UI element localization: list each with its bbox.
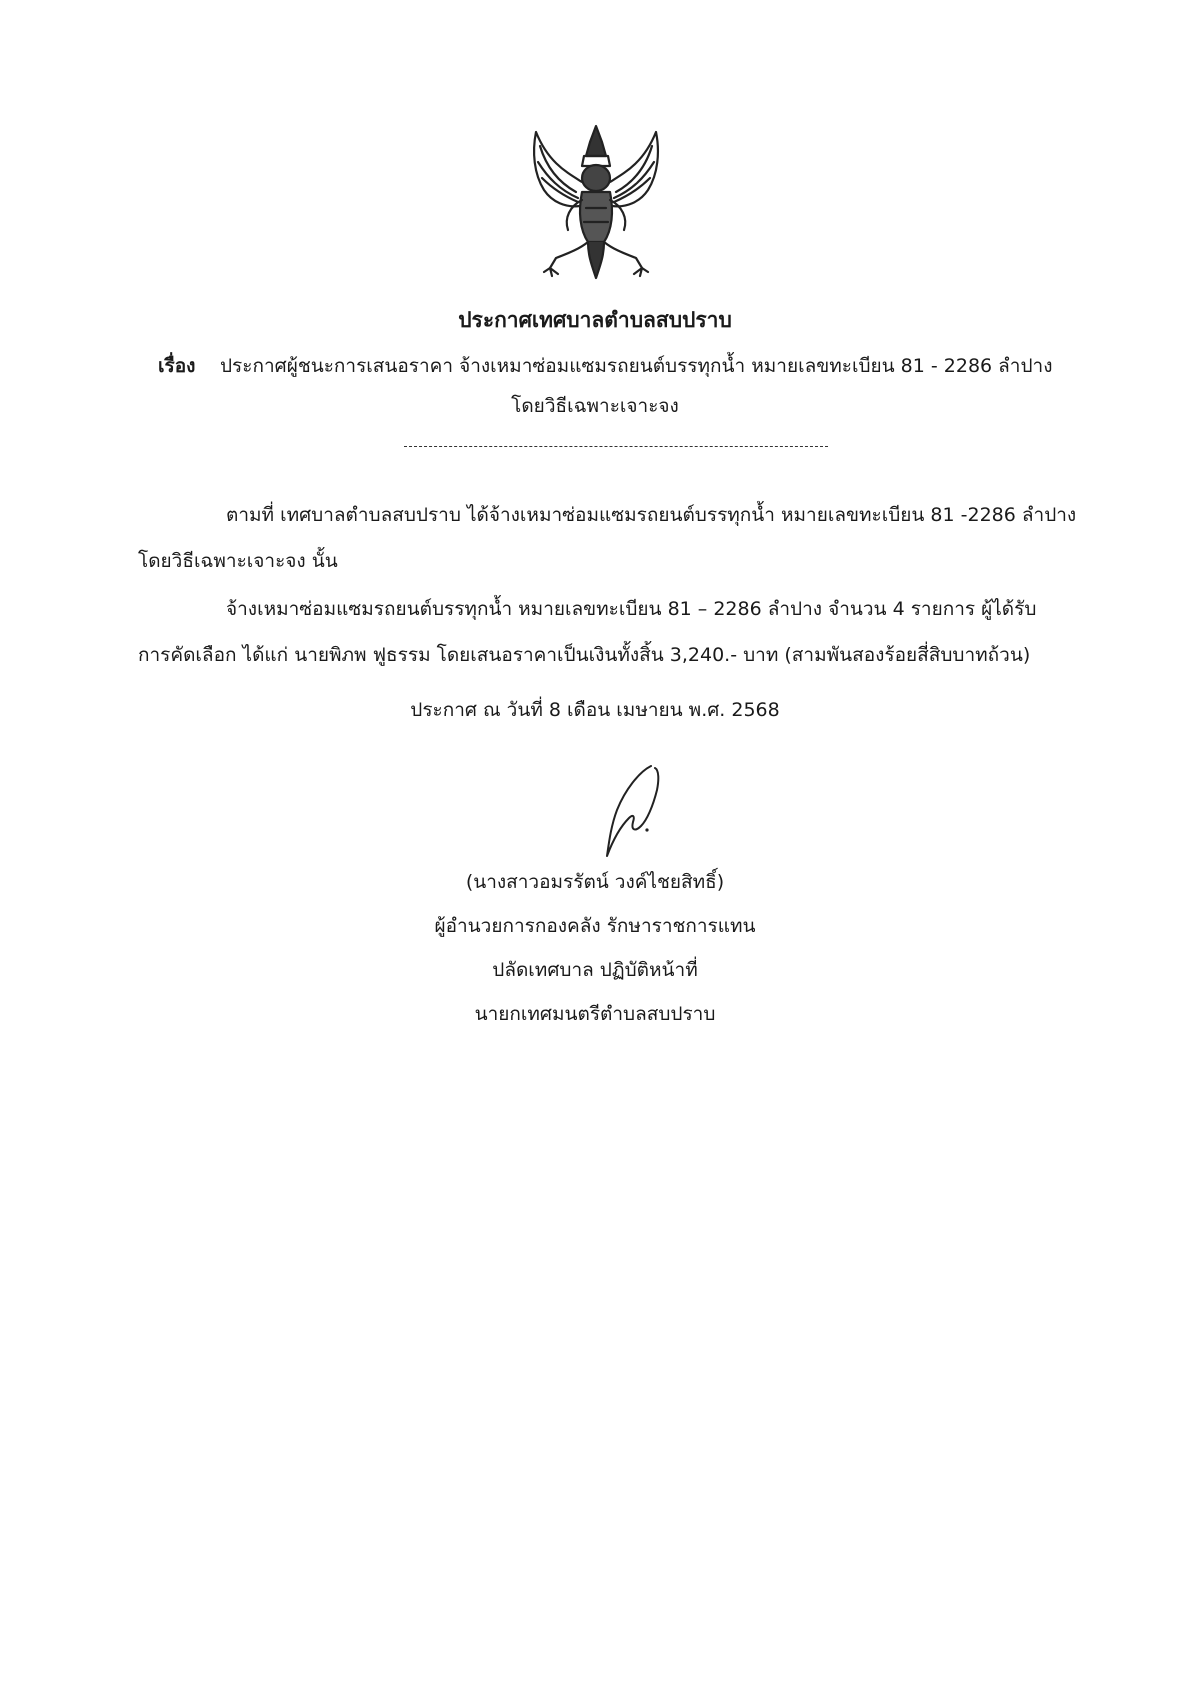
paragraph-2-line-1: จ้างเหมาซ่อมแซมรถยนต์บรรทุกน้ำ หมายเลขทะเบียน 81 – 2286 ลำปาง จำนวน 4 รายการ ผู้ได้รับ xyxy=(226,598,1037,620)
handwritten-signature-icon xyxy=(595,760,675,860)
signatory-position-1: ผู้อำนวยการกองคลัง รักษาราชการแทน xyxy=(434,915,756,937)
signatory-name: (นางสาวอมรรัตน์ วงค์ไชยสิทธิ์) xyxy=(465,871,725,893)
subject-label: เรื่อง xyxy=(158,355,196,377)
signatory-position-2: ปลัดเทศบาล ปฏิบัติหน้าที่ xyxy=(492,959,698,981)
announcement-date: ประกาศ ณ วันที่ 8 เดือน เมษายน พ.ศ. 2568 xyxy=(410,699,780,721)
dashed-divider xyxy=(404,446,828,447)
subject-text: ประกาศผู้ชนะการเสนอราคา จ้างเหมาซ่อมแซมรถยนต์บรรทุกน้ำ หมายเลขทะเบียน 81 - 2286 ลำปาง xyxy=(220,355,1053,377)
document-title: ประกาศเทศบาลตำบลสบปราบ xyxy=(458,308,732,332)
paragraph-1-line-1: ตามที่ เทศบาลตำบลสบปราบ ได้จ้างเหมาซ่อมแซมรถยนต์บรรทุกน้ำ หมายเลขทะเบียน 81 -2286 ลำปาง xyxy=(226,504,1077,526)
garuda-emblem-icon xyxy=(526,122,666,282)
subject-continuation: โดยวิธีเฉพาะเจาะจง xyxy=(511,395,679,417)
paragraph-2-line-2: การคัดเลือก ได้แก่ นายพิภพ ฟูธรรม โดยเสนอราคาเป็นเงินทั้งสิ้น 3,240.- บาท (สามพันสองร้อยสี่สิบบาทถ้วน) xyxy=(138,644,1031,666)
paragraph-1-line-2: โดยวิธีเฉพาะเจาะจง นั้น xyxy=(138,550,338,572)
signatory-position-3: นายกเทศมนตรีตำบลสบปราบ xyxy=(474,1003,716,1025)
